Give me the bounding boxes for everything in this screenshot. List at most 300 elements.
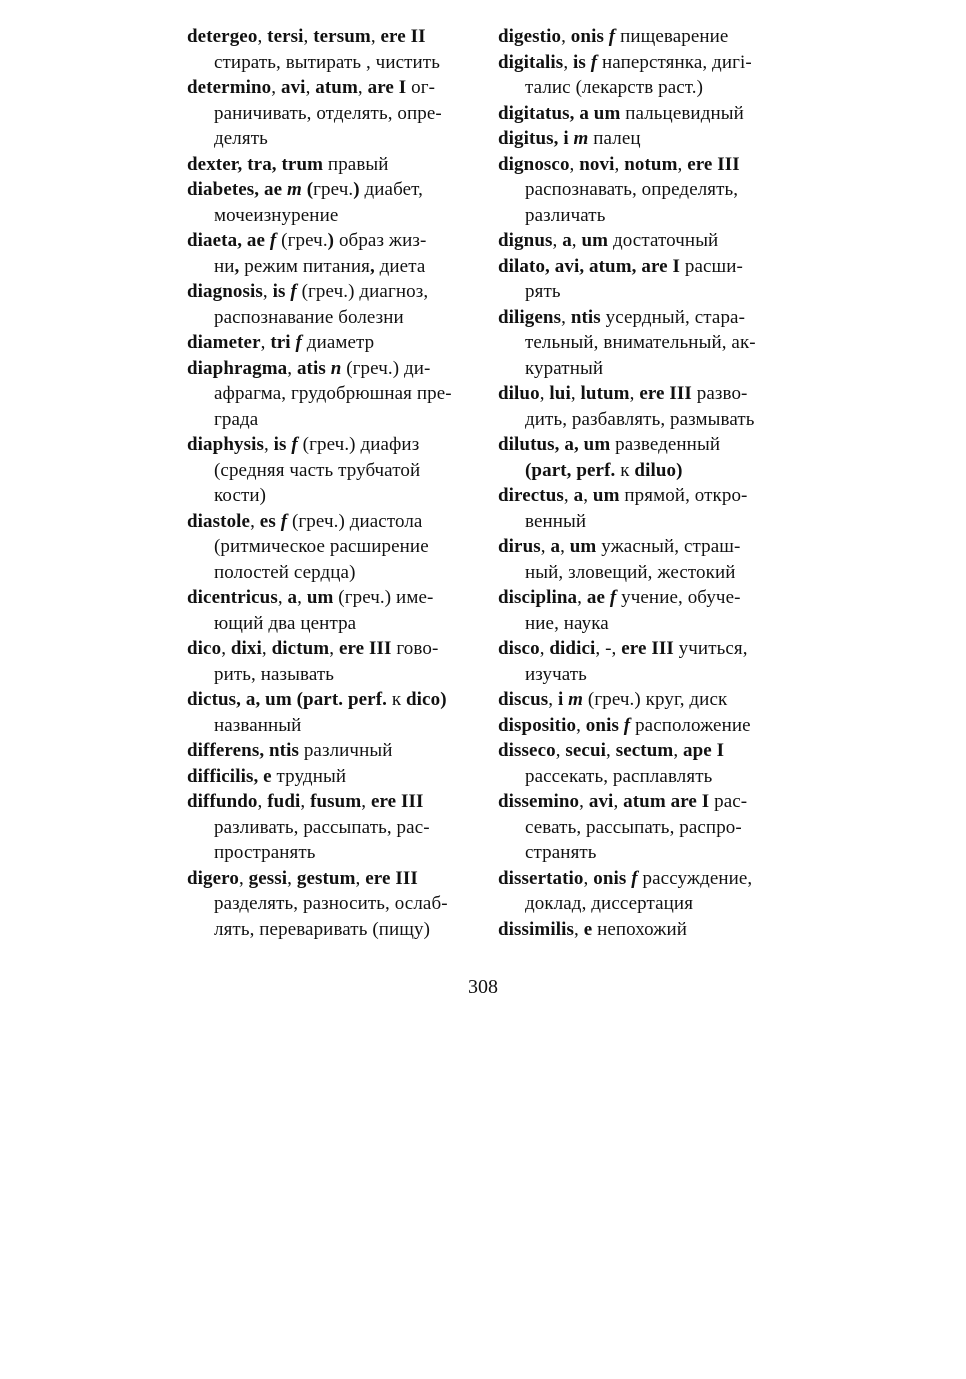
entry-continuation-line xyxy=(498,662,788,688)
translation-text: , xyxy=(257,791,268,812)
translation-text: диаметр xyxy=(301,332,375,353)
latin-headword: digestio xyxy=(498,26,562,47)
entry-continuation-line xyxy=(498,891,788,917)
translation-text: достаточный xyxy=(608,230,719,251)
entry-continuation-line xyxy=(498,75,788,101)
translation-text: (ритмическое расширение xyxy=(214,536,429,557)
translation-text: усердный, стара- xyxy=(600,306,746,328)
translation-text: учение, обуче- xyxy=(616,587,741,608)
translation-text: (греч.) ди- xyxy=(341,357,431,379)
translation-text: расположение xyxy=(630,714,751,736)
latin-headword: dignosco xyxy=(498,153,570,175)
gender-mark: f xyxy=(290,281,297,302)
translation-text: (средняя часть трубчатой xyxy=(214,459,421,481)
latin-headword: ere III xyxy=(639,383,692,404)
entry-headword-line xyxy=(498,24,788,50)
translation-text: , xyxy=(677,153,688,175)
entry-headword-line xyxy=(187,75,477,101)
latin-headword: gessi xyxy=(248,867,288,889)
entry-continuation-line xyxy=(498,458,788,484)
entry-headword-line xyxy=(498,534,788,560)
latin-headword: a xyxy=(562,230,572,251)
entry-continuation-line xyxy=(187,840,477,866)
latin-headword: diffundo xyxy=(187,791,258,812)
entry-headword-line xyxy=(498,50,788,76)
entry-headword-line xyxy=(498,738,788,764)
latin-headword: diaeta, ae xyxy=(187,230,270,251)
entry-continuation-line xyxy=(498,279,788,305)
latin-headword: diaphysis xyxy=(187,434,264,455)
latin-headword: diagnosis xyxy=(187,281,263,302)
entry-headword-line xyxy=(187,356,477,382)
entry-headword-line xyxy=(498,305,788,331)
translation-text: (греч.) круг, диск xyxy=(583,689,728,710)
latin-headword: dissertatio xyxy=(498,867,584,889)
latin-headword: determino xyxy=(187,77,272,98)
translation-text: , -, xyxy=(595,638,622,659)
entry-headword-line xyxy=(187,152,477,178)
translation-text: , xyxy=(260,332,271,353)
latin-headword: is xyxy=(573,51,591,73)
latin-headword: diameter xyxy=(187,332,261,353)
translation-text: изучать xyxy=(525,663,587,685)
latin-headword: , xyxy=(234,255,240,277)
translation-text: , xyxy=(614,153,625,175)
latin-headword: diabetes, ae xyxy=(187,179,287,200)
translation-text: афрагма, грудобрюшная пре- xyxy=(214,383,452,404)
translation-text: распознавание болезни xyxy=(214,306,404,328)
latin-headword: diluo xyxy=(498,383,540,404)
translation-text: , xyxy=(250,510,260,532)
right-column xyxy=(498,24,788,942)
gender-mark: f xyxy=(269,230,277,251)
translation-text: , xyxy=(570,383,581,404)
latin-headword: lui xyxy=(549,383,571,404)
translation-text: , xyxy=(563,51,574,73)
latin-headword: dico) xyxy=(406,689,447,710)
gender-mark: f xyxy=(295,332,302,353)
translation-text: , xyxy=(571,230,582,251)
translation-text: , xyxy=(329,638,339,659)
latin-headword: lutum xyxy=(580,383,630,404)
latin-headword: ere II xyxy=(380,26,426,47)
latin-headword: dicentricus xyxy=(187,587,278,608)
translation-text: (греч.) диагноз, xyxy=(296,281,429,302)
entry-continuation-line xyxy=(187,611,477,637)
latin-headword: um xyxy=(569,536,597,557)
translation-text: , xyxy=(287,357,297,379)
latin-headword: a xyxy=(287,587,298,608)
latin-headword: detergeo xyxy=(187,26,258,47)
entry-continuation-line xyxy=(187,407,477,433)
translation-text: названный xyxy=(214,714,302,736)
translation-text: , xyxy=(300,791,311,812)
latin-headword: a xyxy=(550,536,561,557)
latin-headword: i xyxy=(557,689,569,710)
translation-text: , xyxy=(539,383,550,404)
latin-headword: a xyxy=(573,485,584,506)
translation-text: , xyxy=(271,77,281,98)
entry-headword-line xyxy=(498,687,788,713)
latin-headword: diligens xyxy=(498,306,562,328)
entry-continuation-line xyxy=(187,458,477,484)
translation-text: лять, переваривать (пищу) xyxy=(214,918,431,940)
latin-headword: atis xyxy=(296,357,331,379)
entry-continuation-line xyxy=(187,381,477,407)
latin-headword: es xyxy=(259,510,281,532)
translation-text: , xyxy=(287,867,297,889)
latin-headword: dictum xyxy=(271,638,330,659)
entry-headword-line xyxy=(187,687,477,713)
translation-text: , xyxy=(357,77,368,98)
translation-text: различать xyxy=(525,204,606,226)
translation-text: делять xyxy=(214,128,268,149)
latin-headword: is xyxy=(273,434,292,455)
left-column xyxy=(187,24,477,942)
latin-headword: difficilis, e xyxy=(187,765,272,787)
entry-continuation-line xyxy=(498,611,788,637)
latin-headword: digitus, i xyxy=(498,128,574,149)
latin-headword: disseco xyxy=(498,740,556,761)
latin-headword: atum are I xyxy=(623,791,710,812)
translation-text: , xyxy=(561,306,571,328)
entry-headword-line xyxy=(498,381,788,407)
translation-text: ный, зловещий, жестокий xyxy=(525,561,736,583)
latin-headword: sectum xyxy=(615,740,674,761)
translation-text: расши- xyxy=(680,255,743,277)
translation-text: , xyxy=(579,791,589,812)
entry-continuation-line xyxy=(187,815,477,841)
entry-continuation-line xyxy=(187,126,477,152)
entry-headword-line xyxy=(498,636,788,662)
entry-headword-line xyxy=(498,866,788,892)
entry-headword-line xyxy=(498,789,788,815)
latin-headword: onis xyxy=(593,867,632,889)
latin-headword: diaphragma xyxy=(187,357,288,379)
translation-text: талис (лекарств раст.) xyxy=(525,77,704,98)
latin-headword: ( xyxy=(301,179,314,200)
latin-headword: novi xyxy=(579,153,615,175)
gender-mark: m xyxy=(286,179,302,200)
translation-text: , xyxy=(548,689,558,710)
translation-text: града xyxy=(214,408,259,430)
translation-text: ни xyxy=(214,255,235,277)
translation-text: венный xyxy=(525,510,587,532)
translation-text: , xyxy=(583,867,594,889)
latin-headword: ere III xyxy=(370,791,424,812)
latin-headword: gestum xyxy=(296,867,356,889)
gender-mark: f xyxy=(631,867,638,889)
gender-mark: f xyxy=(280,510,288,532)
latin-headword: disciplina xyxy=(498,587,578,608)
entry-continuation-line xyxy=(187,101,477,127)
translation-text: , xyxy=(583,485,593,506)
translation-text: , xyxy=(560,536,570,557)
latin-headword: diastole xyxy=(187,510,251,532)
translation-text: (греч.) диастола xyxy=(287,510,423,532)
translation-text: рять xyxy=(525,281,561,302)
latin-headword: ere III xyxy=(338,638,392,659)
entry-continuation-line xyxy=(187,917,477,943)
latin-headword: tersi xyxy=(267,26,304,47)
entry-continuation-line xyxy=(187,254,477,280)
translation-text: ние, наука xyxy=(525,612,609,634)
latin-headword: avi xyxy=(280,77,306,98)
gender-mark: m xyxy=(573,128,589,149)
translation-text: , xyxy=(540,536,551,557)
translation-text: пищеварение xyxy=(615,26,729,47)
latin-headword: um xyxy=(306,587,334,608)
entry-headword-line xyxy=(187,636,477,662)
translation-text: странять xyxy=(525,842,597,863)
translation-text: гово- xyxy=(391,638,439,659)
translation-text: режим питания xyxy=(239,255,370,277)
entry-continuation-line xyxy=(187,483,477,509)
translation-text: , xyxy=(221,638,231,659)
translation-text: , xyxy=(305,77,316,98)
translation-text: , xyxy=(539,638,550,659)
entry-headword-line xyxy=(498,713,788,739)
latin-headword: didici xyxy=(549,638,596,659)
entry-continuation-line xyxy=(498,330,788,356)
entry-continuation-line xyxy=(498,840,788,866)
entry-continuation-line xyxy=(498,764,788,790)
translation-text: , xyxy=(576,714,586,736)
latin-headword: disco xyxy=(498,638,540,659)
entry-continuation-line xyxy=(498,560,788,586)
translation-text: , xyxy=(297,587,307,608)
latin-headword: ere III xyxy=(687,153,740,175)
gender-mark: f xyxy=(291,434,298,455)
entry-headword-line xyxy=(498,228,788,254)
entry-continuation-line xyxy=(498,356,788,382)
translation-text: , xyxy=(552,230,563,251)
entry-headword-line xyxy=(498,917,788,943)
entry-headword-line xyxy=(187,764,477,790)
entry-continuation-line xyxy=(187,50,477,76)
translation-text: пространять xyxy=(214,842,316,863)
translation-text: к xyxy=(386,689,407,710)
latin-headword: atum xyxy=(315,77,358,98)
entry-headword-line xyxy=(498,126,788,152)
latin-headword: onis xyxy=(585,714,624,736)
latin-headword: dirus xyxy=(498,536,541,557)
latin-headword: notum xyxy=(624,153,678,175)
latin-headword: ape I xyxy=(683,740,725,761)
translation-text: разведенный xyxy=(610,434,721,455)
translation-text: , xyxy=(555,740,566,761)
translation-text: , xyxy=(577,587,587,608)
translation-text: диабет, xyxy=(359,179,423,200)
entry-headword-line xyxy=(187,228,477,254)
translation-text: , xyxy=(569,153,580,175)
translation-text: , xyxy=(573,918,584,940)
translation-text: доклад, диссертация xyxy=(525,893,694,914)
latin-headword: dispositio xyxy=(498,714,577,736)
entry-continuation-line xyxy=(187,662,477,688)
latin-headword: dissemino xyxy=(498,791,580,812)
entry-continuation-line xyxy=(187,534,477,560)
translation-text: куратный xyxy=(525,357,604,379)
entry-headword-line xyxy=(498,254,788,280)
translation-text: кости) xyxy=(214,485,267,506)
entry-headword-line xyxy=(498,483,788,509)
translation-text: , xyxy=(606,740,616,761)
latin-headword: ) xyxy=(353,179,360,200)
entry-headword-line xyxy=(187,24,477,50)
entry-headword-line xyxy=(498,432,788,458)
latin-headword: dissimilis xyxy=(498,918,574,940)
translation-text: , xyxy=(361,791,371,812)
translation-text: ужасный, страш- xyxy=(596,536,741,557)
translation-text: (греч. xyxy=(276,230,328,251)
entry-headword-line xyxy=(187,738,477,764)
entry-continuation-line xyxy=(187,891,477,917)
entry-headword-line xyxy=(187,866,477,892)
translation-text: наперстянка, дигi- xyxy=(597,51,752,73)
gender-mark: m xyxy=(568,689,584,710)
latin-headword: (part, perf. xyxy=(525,459,616,481)
translation-text: учиться, xyxy=(673,638,748,659)
translation-text: , xyxy=(673,740,684,761)
entry-continuation-line xyxy=(498,177,788,203)
entry-continuation-line xyxy=(498,203,788,229)
entry-headword-line xyxy=(498,585,788,611)
latin-headword: is xyxy=(272,281,291,302)
translation-text: распознавать, определять, xyxy=(525,179,739,200)
latin-headword: dico xyxy=(187,638,222,659)
latin-headword: avi xyxy=(588,791,614,812)
latin-headword: digitalis xyxy=(498,51,564,73)
latin-headword: onis xyxy=(570,26,609,47)
translation-text: (греч.) диафиз xyxy=(297,434,420,455)
latin-headword: ae xyxy=(586,587,610,608)
translation-text: , xyxy=(261,638,272,659)
latin-headword: tri xyxy=(270,332,296,353)
translation-text: различный xyxy=(298,740,393,761)
translation-text: полостей сердца) xyxy=(214,561,356,583)
latin-headword: um xyxy=(581,230,609,251)
translation-text: тельный, внимательный, ак- xyxy=(525,332,756,353)
latin-headword: discus xyxy=(498,689,549,710)
entry-continuation-line xyxy=(187,203,477,229)
translation-text: ог- xyxy=(406,77,436,98)
translation-text: раничивать, отделять, опре- xyxy=(214,102,442,124)
latin-headword: dixi xyxy=(230,638,262,659)
latin-headword: digero xyxy=(187,867,239,889)
latin-headword: dilato, avi, atum, are I xyxy=(498,255,681,277)
entry-headword-line xyxy=(187,509,477,535)
entry-headword-line xyxy=(187,330,477,356)
translation-text: пальцевидный xyxy=(620,102,744,124)
latin-headword: dictus, a, um (part. perf. xyxy=(187,689,387,710)
translation-text: мочеизнурение xyxy=(214,204,339,226)
latin-headword: differens, ntis xyxy=(187,740,299,761)
translation-text: правый xyxy=(323,153,389,175)
entry-headword-line xyxy=(187,279,477,305)
gender-mark: n xyxy=(330,357,342,379)
translation-text: , xyxy=(303,26,314,47)
entry-headword-line xyxy=(187,177,477,203)
latin-headword: fudi xyxy=(267,791,301,812)
entry-headword-line xyxy=(187,585,477,611)
latin-headword: digitatus, a um xyxy=(498,102,621,124)
latin-headword: ntis xyxy=(570,306,601,328)
translation-text: палец xyxy=(588,128,641,149)
latin-headword: , xyxy=(369,255,375,277)
gender-mark: f xyxy=(609,587,617,608)
entry-headword-line xyxy=(498,152,788,178)
latin-headword: tersum xyxy=(313,26,371,47)
entry-continuation-line xyxy=(498,509,788,535)
entry-headword-line xyxy=(187,789,477,815)
entry-continuation-line xyxy=(187,560,477,586)
translation-text: диета xyxy=(374,255,426,277)
gender-mark: f xyxy=(608,26,616,47)
latin-headword: ere III xyxy=(365,867,418,889)
translation-text: трудный xyxy=(271,765,347,787)
translation-text: разделять, разносить, ослаб- xyxy=(214,893,448,914)
translation-text: , xyxy=(563,485,574,506)
translation-text: , xyxy=(262,281,273,302)
entry-headword-line xyxy=(498,101,788,127)
latin-headword: directus xyxy=(498,485,564,506)
translation-text: , xyxy=(370,26,381,47)
entry-continuation-line xyxy=(187,713,477,739)
latin-headword: ) xyxy=(327,230,335,251)
translation-text: образ жиз- xyxy=(334,230,427,251)
translation-text: рассекать, расплавлять xyxy=(525,765,713,787)
translation-text: стирать, вытирать , чистить xyxy=(214,51,440,73)
translation-text: рить, называть xyxy=(214,663,335,685)
latin-headword: diluo) xyxy=(634,459,683,481)
entry-continuation-line xyxy=(498,815,788,841)
latin-headword: dexter, tra, trum xyxy=(187,153,324,175)
latin-headword: fusum xyxy=(310,791,362,812)
translation-text: , xyxy=(613,791,624,812)
translation-text: , xyxy=(263,434,274,455)
latin-headword: are I xyxy=(367,77,407,98)
latin-headword: secui xyxy=(565,740,607,761)
translation-text: , xyxy=(561,26,571,47)
latin-headword: ere III xyxy=(621,638,674,659)
translation-text: рас- xyxy=(709,791,748,812)
translation-text: рассуждение, xyxy=(637,867,753,889)
translation-text: прямой, откро- xyxy=(619,485,748,506)
translation-text: ющий два центра xyxy=(214,612,357,634)
translation-text: (греч.) име- xyxy=(333,587,434,608)
translation-text: непохожий xyxy=(592,918,688,940)
translation-text: севать, рассыпать, распро- xyxy=(525,816,742,838)
translation-text: , xyxy=(257,26,268,47)
latin-headword: um xyxy=(592,485,620,506)
translation-text: , xyxy=(277,587,288,608)
latin-headword: e xyxy=(583,918,593,940)
translation-text: греч. xyxy=(313,179,354,200)
entry-continuation-line xyxy=(498,407,788,433)
translation-text: дить, разбавлять, размывать xyxy=(525,408,755,430)
entry-headword-line xyxy=(187,432,477,458)
translation-text: , xyxy=(355,867,366,889)
translation-text: , xyxy=(238,867,249,889)
gender-mark: f xyxy=(590,51,598,73)
translation-text: разво- xyxy=(691,383,748,404)
translation-text: к xyxy=(615,459,635,481)
entry-continuation-line xyxy=(187,305,477,331)
translation-text: разливать, рассыпать, рас- xyxy=(214,816,430,838)
gender-mark: f xyxy=(623,714,631,736)
translation-text: , xyxy=(629,383,640,404)
